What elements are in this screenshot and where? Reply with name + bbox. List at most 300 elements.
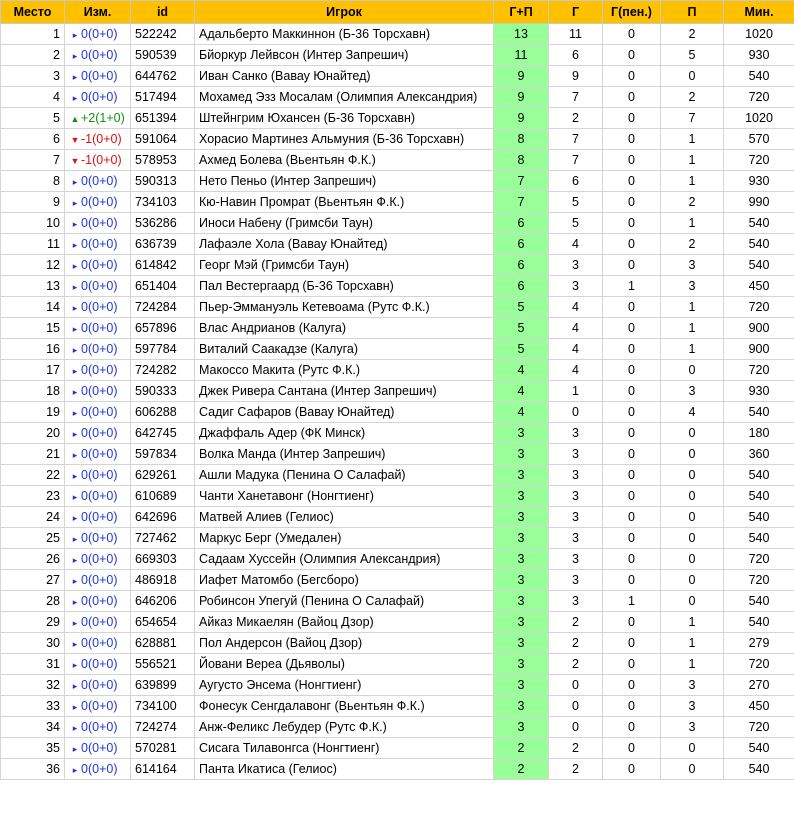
player-cell[interactable]: Джек Ривера Сантана (Интер Запрешич) bbox=[195, 381, 494, 402]
place-cell: 33 bbox=[1, 696, 65, 717]
minutes-cell: 720 bbox=[724, 150, 794, 171]
table-row bbox=[1, 549, 794, 570]
penalty-goals-cell: 0 bbox=[603, 717, 661, 738]
player-cell[interactable]: Мохамед Эзз Мосалам (Олимпия Александрия) bbox=[195, 87, 494, 108]
minutes-cell: 540 bbox=[724, 738, 794, 759]
change-value: 0(0+0) bbox=[81, 678, 118, 692]
goals-cell: 7 bbox=[549, 150, 603, 171]
change-cell bbox=[65, 486, 131, 507]
arrow-right-icon: ▸ bbox=[72, 366, 78, 376]
change-value: 0(0+0) bbox=[81, 27, 118, 41]
penalty-goals-cell: 0 bbox=[603, 654, 661, 675]
gp-cell: 6 bbox=[494, 255, 549, 276]
goals-cell: 5 bbox=[549, 213, 603, 234]
place-cell: 29 bbox=[1, 612, 65, 633]
place-cell: 26 bbox=[1, 549, 65, 570]
change-value: +2(1+0) bbox=[81, 111, 125, 125]
change-cell bbox=[65, 360, 131, 381]
assists-cell: 0 bbox=[661, 360, 724, 381]
goals-cell: 3 bbox=[549, 486, 603, 507]
id-cell: 590313 bbox=[131, 171, 195, 192]
change-value: 0(0+0) bbox=[81, 90, 118, 104]
player-cell[interactable]: Виталий Саакадзе (Калуга) bbox=[195, 339, 494, 360]
change-cell bbox=[65, 570, 131, 591]
assists-cell: 0 bbox=[661, 528, 724, 549]
arrow-right-icon: ▸ bbox=[72, 450, 78, 460]
table-row bbox=[1, 696, 794, 717]
arrow-right-icon: ▸ bbox=[72, 240, 78, 250]
assists-cell: 1 bbox=[661, 654, 724, 675]
penalty-goals-cell: 0 bbox=[603, 465, 661, 486]
place-cell: 32 bbox=[1, 675, 65, 696]
table-row bbox=[1, 234, 794, 255]
gp-cell: 3 bbox=[494, 654, 549, 675]
goals-cell: 3 bbox=[549, 570, 603, 591]
table-row bbox=[1, 654, 794, 675]
goals-cell: 4 bbox=[549, 318, 603, 339]
minutes-cell: 930 bbox=[724, 381, 794, 402]
col-change-header[interactable]: Изм. bbox=[65, 1, 131, 24]
penalty-goals-cell: 0 bbox=[603, 66, 661, 87]
gp-cell: 3 bbox=[494, 507, 549, 528]
gp-cell: 3 bbox=[494, 549, 549, 570]
player-cell[interactable]: Адальберто Маккиннон (Б-36 Торсхавн) bbox=[195, 24, 494, 45]
minutes-cell: 540 bbox=[724, 591, 794, 612]
player-cell[interactable]: Панта Икатиса (Гелиос) bbox=[195, 759, 494, 780]
minutes-cell: 180 bbox=[724, 423, 794, 444]
player-cell[interactable]: Аугусто Энсема (Нонгтиенг) bbox=[195, 675, 494, 696]
table-row bbox=[1, 528, 794, 549]
assists-cell: 0 bbox=[661, 486, 724, 507]
gp-cell: 3 bbox=[494, 444, 549, 465]
place-cell: 24 bbox=[1, 507, 65, 528]
change-value: 0(0+0) bbox=[81, 720, 118, 734]
player-cell[interactable]: Айказ Микаелян (Вайоц Дзор) bbox=[195, 612, 494, 633]
goals-cell: 3 bbox=[549, 276, 603, 297]
id-cell: 657896 bbox=[131, 318, 195, 339]
table-row bbox=[1, 423, 794, 444]
penalty-goals-cell: 0 bbox=[603, 549, 661, 570]
minutes-cell: 720 bbox=[724, 717, 794, 738]
player-cell[interactable]: Садаам Хуссейн (Олимпия Александрия) bbox=[195, 549, 494, 570]
col-assists-header[interactable]: П bbox=[661, 1, 724, 24]
penalty-goals-cell: 0 bbox=[603, 759, 661, 780]
change-value: -1(0+0) bbox=[81, 132, 122, 146]
goals-cell: 1 bbox=[549, 381, 603, 402]
minutes-cell: 540 bbox=[724, 255, 794, 276]
player-cell[interactable]: Йовани Вереа (Дьяволы) bbox=[195, 654, 494, 675]
arrow-right-icon: ▸ bbox=[72, 387, 78, 397]
arrow-right-icon: ▸ bbox=[72, 345, 78, 355]
col-player-header[interactable]: Игрок bbox=[195, 1, 494, 24]
penalty-goals-cell: 0 bbox=[603, 339, 661, 360]
change-value: 0(0+0) bbox=[81, 321, 118, 335]
change-cell bbox=[65, 129, 131, 150]
goals-cell: 0 bbox=[549, 675, 603, 696]
player-cell[interactable]: Иафет Матомбо (Бегсборо) bbox=[195, 570, 494, 591]
table-row bbox=[1, 591, 794, 612]
gp-cell: 3 bbox=[494, 591, 549, 612]
player-cell[interactable]: Штейнгрим Юхансен (Б-36 Торсхавн) bbox=[195, 108, 494, 129]
minutes-cell: 930 bbox=[724, 45, 794, 66]
id-cell: 724282 bbox=[131, 360, 195, 381]
penalty-goals-cell: 0 bbox=[603, 507, 661, 528]
id-cell: 727462 bbox=[131, 528, 195, 549]
change-value: 0(0+0) bbox=[81, 741, 118, 755]
player-cell[interactable]: Пьер-Эммануэль Кетевоама (Рутс Ф.К.) bbox=[195, 297, 494, 318]
arrow-right-icon: ▸ bbox=[72, 534, 78, 544]
arrow-right-icon: ▸ bbox=[72, 471, 78, 481]
id-cell: 628881 bbox=[131, 633, 195, 654]
id-cell: 614164 bbox=[131, 759, 195, 780]
change-value: 0(0+0) bbox=[81, 552, 118, 566]
table-row bbox=[1, 717, 794, 738]
assists-cell: 3 bbox=[661, 717, 724, 738]
id-cell: 724284 bbox=[131, 297, 195, 318]
change-cell bbox=[65, 717, 131, 738]
assists-cell: 0 bbox=[661, 549, 724, 570]
change-cell bbox=[65, 654, 131, 675]
penalty-goals-cell: 0 bbox=[603, 360, 661, 381]
change-cell bbox=[65, 633, 131, 654]
arrow-right-icon: ▸ bbox=[72, 408, 78, 418]
place-cell: 28 bbox=[1, 591, 65, 612]
player-cell[interactable]: Иван Санко (Вавау Юнайтед) bbox=[195, 66, 494, 87]
table-row bbox=[1, 297, 794, 318]
place-cell: 8 bbox=[1, 171, 65, 192]
change-cell bbox=[65, 402, 131, 423]
change-value: 0(0+0) bbox=[81, 363, 118, 377]
arrow-right-icon: ▸ bbox=[72, 177, 78, 187]
player-cell[interactable]: Садиг Сафаров (Вавау Юнайтед) bbox=[195, 402, 494, 423]
penalty-goals-cell: 0 bbox=[603, 444, 661, 465]
gp-cell: 3 bbox=[494, 696, 549, 717]
id-cell: 644762 bbox=[131, 66, 195, 87]
penalty-goals-cell: 0 bbox=[603, 234, 661, 255]
id-cell: 517494 bbox=[131, 87, 195, 108]
place-cell: 23 bbox=[1, 486, 65, 507]
arrow-right-icon: ▸ bbox=[72, 492, 78, 502]
change-cell bbox=[65, 192, 131, 213]
id-cell: 556521 bbox=[131, 654, 195, 675]
change-value: -1(0+0) bbox=[81, 153, 122, 167]
place-cell: 18 bbox=[1, 381, 65, 402]
player-cell[interactable]: Сисага Тилавонгса (Нонгтиенг) bbox=[195, 738, 494, 759]
change-cell bbox=[65, 759, 131, 780]
col-gp-header[interactable]: Г+П bbox=[494, 1, 549, 24]
assists-cell: 2 bbox=[661, 87, 724, 108]
change-value: 0(0+0) bbox=[81, 342, 118, 356]
goals-cell: 4 bbox=[549, 234, 603, 255]
place-cell: 35 bbox=[1, 738, 65, 759]
arrow-right-icon: ▸ bbox=[72, 597, 78, 607]
change-cell bbox=[65, 108, 131, 129]
goals-cell: 3 bbox=[549, 549, 603, 570]
goals-cell: 3 bbox=[549, 507, 603, 528]
gp-cell: 4 bbox=[494, 360, 549, 381]
player-cell[interactable]: Георг Мэй (Гримсби Таун) bbox=[195, 255, 494, 276]
assists-cell: 1 bbox=[661, 612, 724, 633]
change-cell bbox=[65, 276, 131, 297]
place-cell: 13 bbox=[1, 276, 65, 297]
assists-cell: 2 bbox=[661, 234, 724, 255]
player-cell[interactable]: Матвей Алиев (Гелиос) bbox=[195, 507, 494, 528]
id-cell: 536286 bbox=[131, 213, 195, 234]
change-value: 0(0+0) bbox=[81, 426, 118, 440]
col-goals-header[interactable]: Г bbox=[549, 1, 603, 24]
table-row bbox=[1, 759, 794, 780]
minutes-cell: 720 bbox=[724, 654, 794, 675]
place-cell: 15 bbox=[1, 318, 65, 339]
place-cell: 16 bbox=[1, 339, 65, 360]
id-cell: 597834 bbox=[131, 444, 195, 465]
assists-cell: 0 bbox=[661, 444, 724, 465]
minutes-cell: 450 bbox=[724, 696, 794, 717]
id-cell: 590333 bbox=[131, 381, 195, 402]
gp-cell: 3 bbox=[494, 528, 549, 549]
gp-cell: 9 bbox=[494, 87, 549, 108]
col-minutes-header[interactable]: Мин. bbox=[724, 1, 794, 24]
place-cell: 27 bbox=[1, 570, 65, 591]
arrow-right-icon: ▸ bbox=[72, 30, 78, 40]
minutes-cell: 900 bbox=[724, 318, 794, 339]
player-cell[interactable]: Волка Манда (Интер Запрешич) bbox=[195, 444, 494, 465]
goals-cell: 3 bbox=[549, 444, 603, 465]
assists-cell: 0 bbox=[661, 759, 724, 780]
gp-cell: 5 bbox=[494, 318, 549, 339]
arrow-right-icon: ▸ bbox=[72, 282, 78, 292]
change-cell bbox=[65, 318, 131, 339]
id-cell: 639899 bbox=[131, 675, 195, 696]
place-cell: 1 bbox=[1, 24, 65, 45]
place-cell: 11 bbox=[1, 234, 65, 255]
arrow-right-icon: ▸ bbox=[72, 681, 78, 691]
place-cell: 30 bbox=[1, 633, 65, 654]
place-cell: 9 bbox=[1, 192, 65, 213]
place-cell: 19 bbox=[1, 402, 65, 423]
change-cell bbox=[65, 255, 131, 276]
player-cell[interactable]: Маркус Берг (Умедален) bbox=[195, 528, 494, 549]
id-cell: 651404 bbox=[131, 276, 195, 297]
col-place-header[interactable]: Место bbox=[1, 1, 65, 24]
minutes-cell: 540 bbox=[724, 486, 794, 507]
place-cell: 34 bbox=[1, 717, 65, 738]
player-cell[interactable]: Робинсон Упегуй (Пенина О Салафай) bbox=[195, 591, 494, 612]
id-cell: 578953 bbox=[131, 150, 195, 171]
gp-cell: 6 bbox=[494, 276, 549, 297]
goals-cell: 7 bbox=[549, 129, 603, 150]
assists-cell: 1 bbox=[661, 318, 724, 339]
id-cell: 636739 bbox=[131, 234, 195, 255]
assists-cell: 1 bbox=[661, 129, 724, 150]
player-cell[interactable]: Анж-Феликс Лебудер (Рутс Ф.К.) bbox=[195, 717, 494, 738]
penalty-goals-cell: 0 bbox=[603, 423, 661, 444]
minutes-cell: 540 bbox=[724, 759, 794, 780]
id-cell: 597784 bbox=[131, 339, 195, 360]
table-row bbox=[1, 276, 794, 297]
id-cell: 734100 bbox=[131, 696, 195, 717]
place-cell: 22 bbox=[1, 465, 65, 486]
table-row bbox=[1, 192, 794, 213]
assists-cell: 3 bbox=[661, 276, 724, 297]
place-cell: 25 bbox=[1, 528, 65, 549]
player-cell[interactable]: Чанти Ханетавонг (Нонгтиенг) bbox=[195, 486, 494, 507]
goals-cell: 2 bbox=[549, 738, 603, 759]
arrow-right-icon: ▸ bbox=[72, 576, 78, 586]
assists-cell: 0 bbox=[661, 738, 724, 759]
change-value: 0(0+0) bbox=[81, 48, 118, 62]
arrow-right-icon: ▸ bbox=[72, 219, 78, 229]
gp-cell: 5 bbox=[494, 297, 549, 318]
player-cell[interactable]: Лафаэле Хола (Вавау Юнайтед) bbox=[195, 234, 494, 255]
gp-cell: 2 bbox=[494, 759, 549, 780]
table-row bbox=[1, 675, 794, 696]
player-cell[interactable]: Нето Пеньо (Интер Запрешич) bbox=[195, 171, 494, 192]
change-value: 0(0+0) bbox=[81, 300, 118, 314]
player-cell[interactable]: Ахмед Болева (Вьентьян Ф.К.) bbox=[195, 150, 494, 171]
id-cell: 610689 bbox=[131, 486, 195, 507]
change-cell bbox=[65, 444, 131, 465]
assists-cell: 1 bbox=[661, 633, 724, 654]
change-value: 0(0+0) bbox=[81, 384, 118, 398]
arrow-up-icon: ▲ bbox=[70, 114, 80, 124]
change-cell bbox=[65, 297, 131, 318]
change-value: 0(0+0) bbox=[81, 699, 118, 713]
header-row bbox=[1, 1, 794, 24]
table-row bbox=[1, 381, 794, 402]
assists-cell: 0 bbox=[661, 423, 724, 444]
minutes-cell: 270 bbox=[724, 675, 794, 696]
penalty-goals-cell: 0 bbox=[603, 381, 661, 402]
place-cell: 3 bbox=[1, 66, 65, 87]
minutes-cell: 540 bbox=[724, 528, 794, 549]
change-value: 0(0+0) bbox=[81, 174, 118, 188]
goals-cell: 0 bbox=[549, 717, 603, 738]
player-cell[interactable]: Фонесук Сенгдалавонг (Вьентьян Ф.К.) bbox=[195, 696, 494, 717]
assists-cell: 1 bbox=[661, 297, 724, 318]
assists-cell: 1 bbox=[661, 150, 724, 171]
place-cell: 10 bbox=[1, 213, 65, 234]
player-cell[interactable]: Кю-Навин Промрат (Вьентьян Ф.К.) bbox=[195, 192, 494, 213]
player-cell[interactable]: Макоссо Макита (Рутс Ф.К.) bbox=[195, 360, 494, 381]
gp-cell: 3 bbox=[494, 717, 549, 738]
penalty-goals-cell: 0 bbox=[603, 633, 661, 654]
change-cell bbox=[65, 549, 131, 570]
goals-cell: 4 bbox=[549, 339, 603, 360]
minutes-cell: 990 bbox=[724, 192, 794, 213]
gp-cell: 8 bbox=[494, 150, 549, 171]
change-cell bbox=[65, 339, 131, 360]
change-cell bbox=[65, 66, 131, 87]
arrow-right-icon: ▸ bbox=[72, 765, 78, 775]
table-row bbox=[1, 45, 794, 66]
arrow-right-icon: ▸ bbox=[72, 660, 78, 670]
table-row bbox=[1, 255, 794, 276]
penalty-goals-cell: 0 bbox=[603, 570, 661, 591]
id-cell: 646206 bbox=[131, 591, 195, 612]
change-value: 0(0+0) bbox=[81, 615, 118, 629]
gp-cell: 3 bbox=[494, 570, 549, 591]
gp-cell: 3 bbox=[494, 675, 549, 696]
goals-cell: 0 bbox=[549, 696, 603, 717]
table-row bbox=[1, 612, 794, 633]
place-cell: 4 bbox=[1, 87, 65, 108]
minutes-cell: 540 bbox=[724, 612, 794, 633]
change-cell bbox=[65, 465, 131, 486]
penalty-goals-cell: 1 bbox=[603, 276, 661, 297]
id-cell: 606288 bbox=[131, 402, 195, 423]
player-cell[interactable]: Иноси Набену (Гримсби Таун) bbox=[195, 213, 494, 234]
goals-cell: 3 bbox=[549, 255, 603, 276]
id-cell: 734103 bbox=[131, 192, 195, 213]
place-cell: 12 bbox=[1, 255, 65, 276]
penalty-goals-cell: 0 bbox=[603, 150, 661, 171]
goals-cell: 0 bbox=[549, 402, 603, 423]
player-cell[interactable]: Джаффаль Адер (ФК Минск) bbox=[195, 423, 494, 444]
penalty-goals-cell: 0 bbox=[603, 45, 661, 66]
player-cell[interactable]: Пол Андерсон (Вайоц Дзор) bbox=[195, 633, 494, 654]
player-cell[interactable]: Хорасио Мартинез Альмуния (Б-36 Торсхавн) bbox=[195, 129, 494, 150]
place-cell: 17 bbox=[1, 360, 65, 381]
gp-cell: 9 bbox=[494, 108, 549, 129]
place-cell: 36 bbox=[1, 759, 65, 780]
assists-cell: 0 bbox=[661, 66, 724, 87]
assists-cell: 5 bbox=[661, 45, 724, 66]
penalty-goals-cell: 0 bbox=[603, 696, 661, 717]
arrow-right-icon: ▸ bbox=[72, 723, 78, 733]
arrow-right-icon: ▸ bbox=[72, 198, 78, 208]
minutes-cell: 1020 bbox=[724, 108, 794, 129]
change-value: 0(0+0) bbox=[81, 216, 118, 230]
minutes-cell: 450 bbox=[724, 276, 794, 297]
place-cell: 31 bbox=[1, 654, 65, 675]
player-cell[interactable]: Бйоркур Лейвсон (Интер Запрешич) bbox=[195, 45, 494, 66]
place-cell: 5 bbox=[1, 108, 65, 129]
arrow-down-icon: ▼ bbox=[70, 156, 80, 166]
player-cell[interactable]: Влас Андрианов (Калуга) bbox=[195, 318, 494, 339]
minutes-cell: 540 bbox=[724, 234, 794, 255]
col-penalty-goals-header[interactable]: Г(пен.) bbox=[603, 1, 661, 24]
penalty-goals-cell: 0 bbox=[603, 486, 661, 507]
penalty-goals-cell: 0 bbox=[603, 318, 661, 339]
assists-cell: 0 bbox=[661, 591, 724, 612]
player-cell[interactable]: Ашли Мадука (Пенина О Салафай) bbox=[195, 465, 494, 486]
player-cell[interactable]: Пал Вестергаард (Б-36 Торсхавн) bbox=[195, 276, 494, 297]
id-cell: 591064 bbox=[131, 129, 195, 150]
table-row bbox=[1, 318, 794, 339]
table-row bbox=[1, 570, 794, 591]
minutes-cell: 540 bbox=[724, 213, 794, 234]
minutes-cell: 1020 bbox=[724, 24, 794, 45]
assists-cell: 1 bbox=[661, 213, 724, 234]
table-row bbox=[1, 486, 794, 507]
table-row bbox=[1, 402, 794, 423]
penalty-goals-cell: 0 bbox=[603, 528, 661, 549]
penalty-goals-cell: 0 bbox=[603, 192, 661, 213]
id-cell: 642745 bbox=[131, 423, 195, 444]
goals-cell: 2 bbox=[549, 759, 603, 780]
arrow-right-icon: ▸ bbox=[72, 93, 78, 103]
id-cell: 590539 bbox=[131, 45, 195, 66]
assists-cell: 2 bbox=[661, 192, 724, 213]
change-value: 0(0+0) bbox=[81, 594, 118, 608]
place-cell: 2 bbox=[1, 45, 65, 66]
change-cell bbox=[65, 45, 131, 66]
col-id-header[interactable]: id bbox=[131, 1, 195, 24]
table-row bbox=[1, 507, 794, 528]
change-cell bbox=[65, 423, 131, 444]
penalty-goals-cell: 0 bbox=[603, 738, 661, 759]
